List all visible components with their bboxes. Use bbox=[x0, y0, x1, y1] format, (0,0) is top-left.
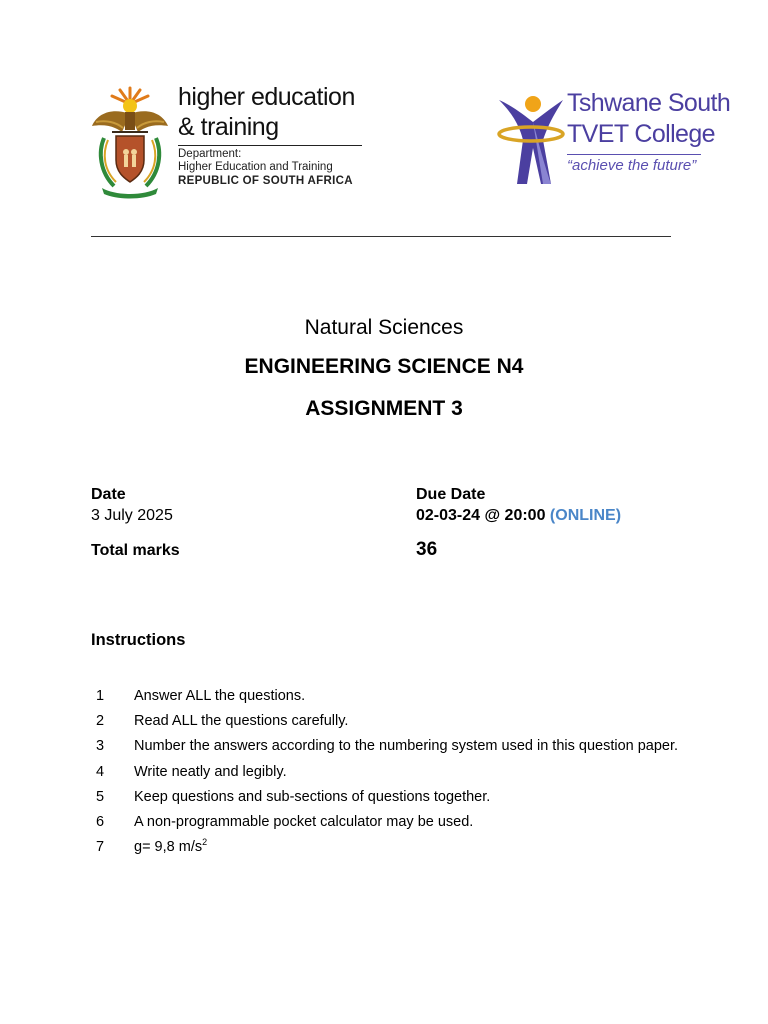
gravity-value: g= 9,8 m/s bbox=[134, 839, 203, 856]
title-block bbox=[0, 312, 768, 425]
list-item-text: Keep questions and sub-sections of questions together. bbox=[134, 788, 491, 805]
dhet-logo-line1: higher education bbox=[178, 83, 355, 111]
list-item bbox=[91, 812, 751, 837]
instructions-heading: Instructions bbox=[91, 631, 186, 649]
list-item-text: A non-programmable pocket calculator may be used. bbox=[134, 813, 474, 830]
college-figure-icon bbox=[497, 92, 565, 186]
list-item-number: 6 bbox=[96, 813, 105, 830]
college-logo-rule bbox=[567, 154, 701, 155]
list-item-text: Number the answers according to the numbering system used in this question paper. bbox=[134, 738, 679, 755]
list-item-text: Write neatly and legibly. bbox=[134, 763, 287, 780]
list-item bbox=[91, 762, 751, 787]
college-tagline: “achieve the future” bbox=[567, 157, 697, 174]
subject-area-title: Natural Sciences bbox=[304, 316, 464, 339]
dhet-country: REPUBLIC OF SOUTH AFRICA bbox=[178, 175, 353, 187]
assignment-title: ASSIGNMENT 3 bbox=[305, 397, 463, 420]
due-date-label: Due Date bbox=[416, 486, 486, 503]
list-item bbox=[91, 787, 751, 812]
due-date-text: 02-03-24 @ 20:00 bbox=[416, 507, 546, 524]
coat-of-arms-icon bbox=[90, 82, 170, 200]
date-label: Date bbox=[91, 486, 126, 503]
list-item bbox=[91, 711, 751, 736]
course-title: ENGINEERING SCIENCE N4 bbox=[244, 355, 524, 378]
due-date-value bbox=[416, 507, 621, 525]
college-logo bbox=[497, 88, 731, 188]
dhet-dept-name: Higher Education and Training bbox=[178, 161, 333, 173]
list-item-number: 5 bbox=[96, 788, 105, 805]
dhet-logo-line2: & training bbox=[178, 113, 279, 141]
date-value: 3 July 2025 bbox=[91, 507, 173, 524]
header-divider bbox=[91, 236, 671, 237]
list-item-number: 7 bbox=[96, 839, 105, 856]
list-item bbox=[91, 686, 751, 711]
dhet-dept-label: Department: bbox=[178, 148, 242, 160]
list-item-number: 4 bbox=[96, 763, 105, 780]
list-item-text bbox=[134, 837, 207, 857]
list-item-text: Read ALL the questions carefully. bbox=[134, 713, 349, 730]
college-name-line2: TVET College bbox=[567, 120, 715, 148]
list-item bbox=[91, 837, 751, 862]
instructions-list bbox=[91, 686, 751, 862]
online-mode-tag: (ONLINE) bbox=[549, 507, 622, 524]
list-item-text: Answer ALL the questions. bbox=[134, 688, 306, 704]
list-item-number: 2 bbox=[96, 713, 105, 730]
total-marks-label: Total marks bbox=[91, 542, 180, 559]
list-item-number: 1 bbox=[96, 688, 105, 704]
list-item bbox=[91, 736, 751, 761]
total-marks-value: 36 bbox=[416, 539, 438, 560]
dhet-logo bbox=[90, 82, 365, 200]
dhet-logo-rule bbox=[178, 145, 362, 146]
document-header bbox=[0, 0, 768, 250]
exponent: 2 bbox=[202, 837, 208, 848]
college-name-line1: Tshwane South bbox=[567, 89, 731, 117]
list-item-number: 3 bbox=[96, 738, 105, 755]
